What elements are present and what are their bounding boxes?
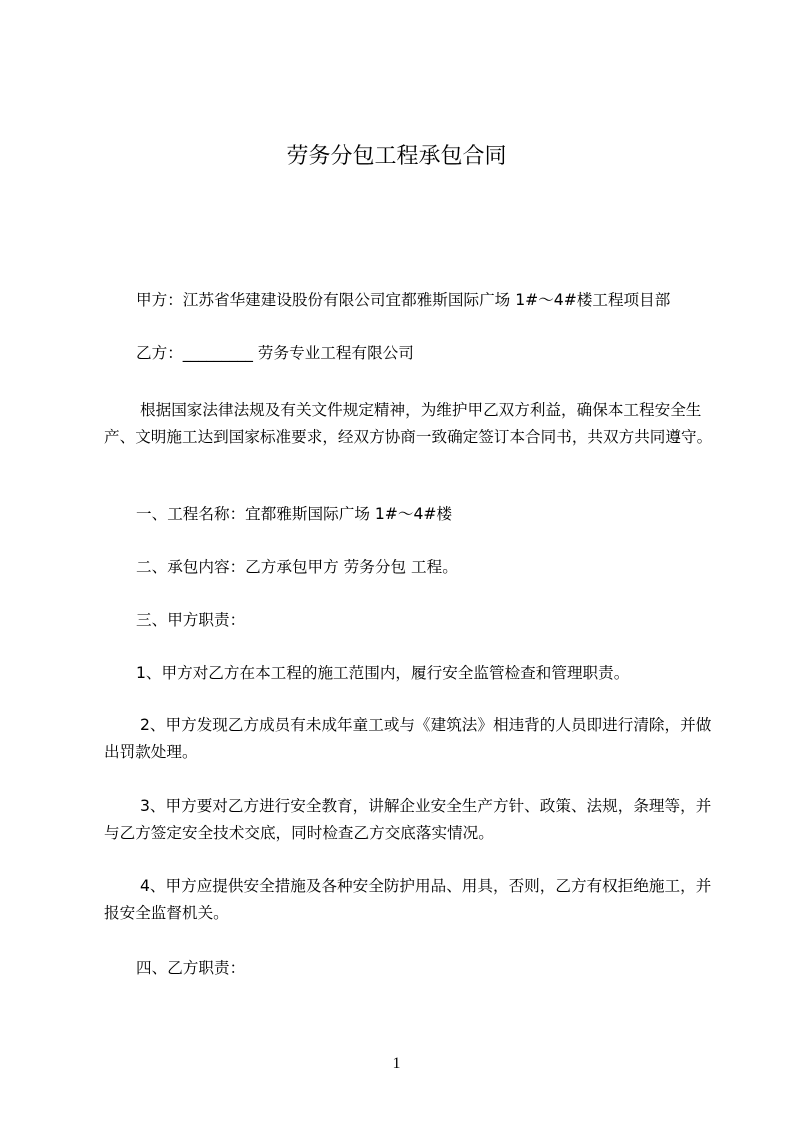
page-number: 1 [392, 1055, 401, 1072]
document-title: 劳务分包工程承包合同 [286, 144, 507, 169]
duty-item: 3、甲方要对乙方进行安全教育，讲解企业安全生产方针、政策、法规，条理等，并与乙方签定安全技术交底，同时检查乙方交底落实情况。 [104, 797, 712, 842]
party-b: 乙方：_________ 劳务专业工程有限公司 [136, 344, 414, 362]
duty-item: 2、甲方发现乙方成员有未成年童工或与《建筑法》相违背的人员即进行清除，并做出罚款处理。 [104, 716, 712, 761]
party-a: 甲方：江苏省华建建设股份有限公司宜都雅斯国际广场 1#～4#楼工程项目部 [136, 291, 671, 309]
section-party-a-duties: 三、甲方职责： [136, 611, 246, 629]
section-party-b-duties: 四、乙方职责： [136, 959, 246, 977]
duty-item: 4、甲方应提供安全措施及各种安全防护用品、用具，否则，乙方有权拒绝施工，并报安全监督机关。 [104, 877, 712, 922]
section-contract-content: 二、承包内容：乙方承包甲方 劳务分包 工程。 [136, 558, 458, 576]
section-project-name: 一、工程名称：宜都雅斯国际广场 1#～4#楼 [136, 505, 453, 523]
preamble-paragraph: 根据国家法律法规及有关文件规定精神，为维护甲乙双方利益，确保本工程安全生产、文明施工达到国家标准要求，经双方协商一致确定签订本合同书，共双方共同遵守。 [104, 401, 713, 446]
duty-item: 1、甲方对乙方在本工程的施工范围内，履行安全监管检查和管理职责。 [136, 664, 630, 682]
